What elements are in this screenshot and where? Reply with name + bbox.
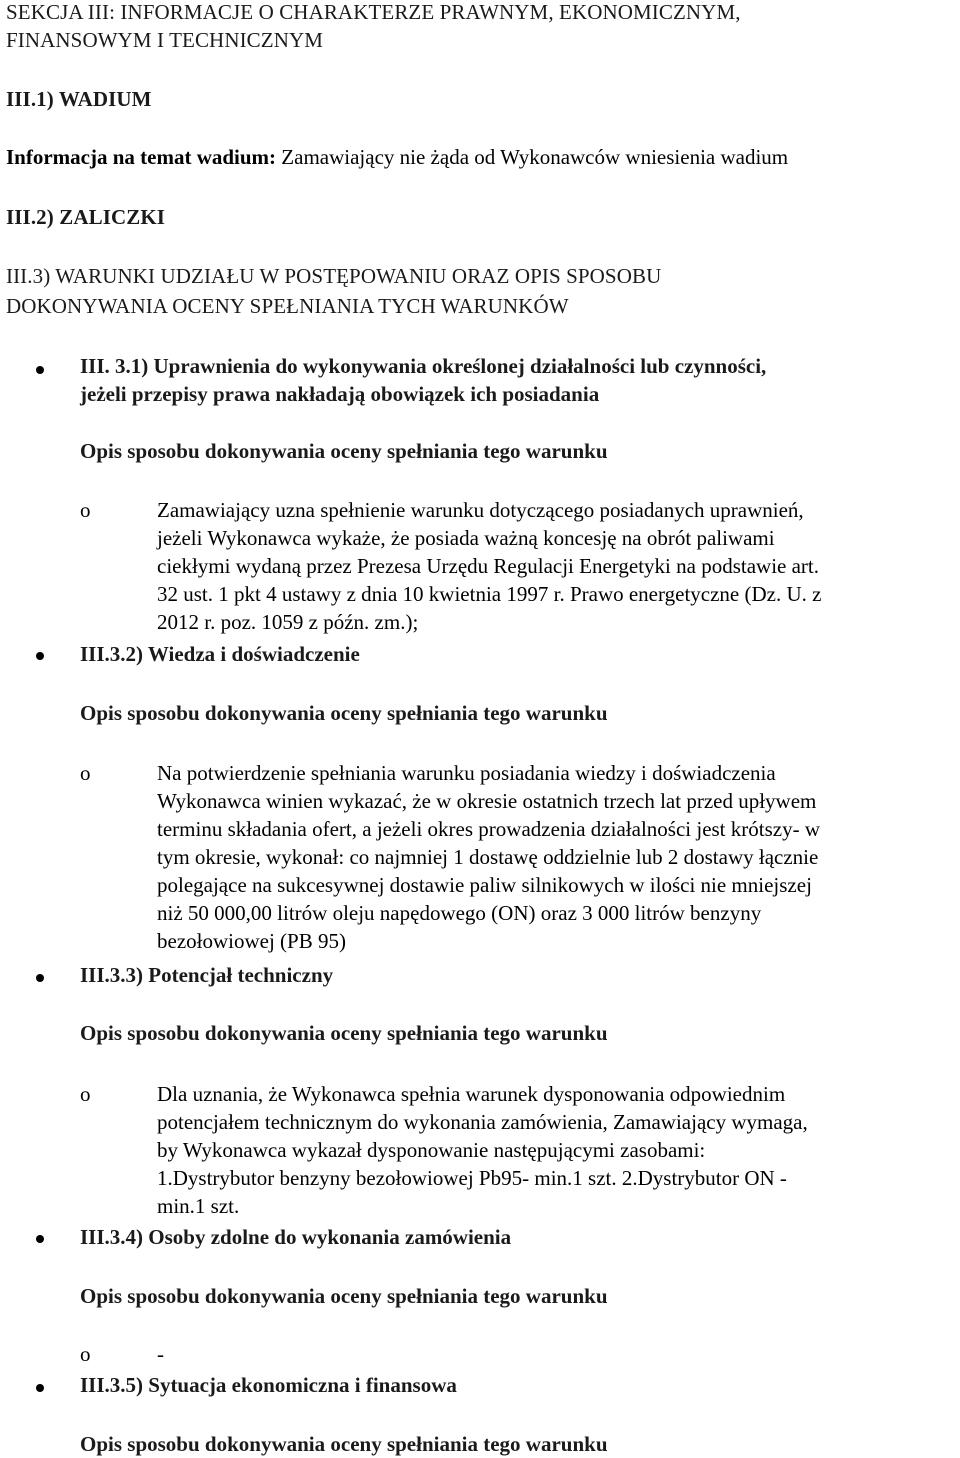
section-title-line-1: SEKCJA III: INFORMACJE O CHARAKTERZE PRAWNYM, EKONOMICZNYM, bbox=[6, 0, 741, 24]
item-3-desc-line: by Wykonawca wykazał dysponowanie następującymi zasobami: bbox=[157, 1138, 706, 1162]
item-2-desc-line: polegające na sukcesywnej dostawie paliw silnikowych w ilości nie mniejszej bbox=[157, 873, 812, 897]
item-5-title: III.3.5) Sytuacja ekonomiczna i finansowa bbox=[80, 1373, 457, 1397]
item-2-desc-line: Na potwierdzenie spełniania warunku posiadania wiedzy i doświadczenia bbox=[157, 761, 776, 785]
warunki-heading-line-1: III.3) WARUNKI UDZIAŁU W POSTĘPOWANIU ORAZ OPIS SPOSOBU bbox=[6, 264, 662, 288]
item-1-o-marker: o bbox=[80, 498, 91, 522]
item-2-opis-label: Opis sposobu dokonywania oceny spełniania tego warunku bbox=[80, 701, 608, 725]
item-3-description bbox=[157, 1080, 957, 1220]
item-1-opis-label: Opis sposobu dokonywania oceny spełniania tego warunku bbox=[80, 439, 608, 463]
item-2-desc-line: niż 50 000,00 litrów oleju napędowego (ON) oraz 3 000 litrów benzyny bbox=[157, 901, 762, 925]
item-2-o-marker: o bbox=[80, 761, 91, 785]
wadium-info-value: Zamawiający nie żąda od Wykonawców wniesienia wadium bbox=[276, 145, 789, 169]
item-1-desc-line: jeżeli Wykonawca wykaże, że posiada ważną koncesję na obrót paliwami bbox=[157, 526, 775, 550]
wadium-heading: III.1) WADIUM bbox=[6, 87, 152, 111]
item-5-opis-label: Opis sposobu dokonywania oceny spełniania tego warunku bbox=[80, 1432, 608, 1456]
item-3-opis-label: Opis sposobu dokonywania oceny spełniania tego warunku bbox=[80, 1021, 608, 1045]
wadium-info-label: Informacja na temat wadium: bbox=[6, 145, 277, 169]
item-4-title: III.3.4) Osoby zdolne do wykonania zamówienia bbox=[80, 1225, 512, 1249]
item-4-opis-label: Opis sposobu dokonywania oceny spełniania tego warunku bbox=[80, 1284, 608, 1308]
item-1-desc-line: ciekłymi wydaną przez Prezesa Urzędu Regulacji Energetyki na podstawie art. bbox=[157, 554, 820, 578]
item-1-title-line-1: III. 3.1) Uprawnienia do wykonywania określonej działalności lub czynności, bbox=[80, 354, 767, 378]
item-2-title: III.3.2) Wiedza i doświadczenie bbox=[80, 642, 360, 666]
item-1-description bbox=[157, 496, 957, 636]
item-3-title: III.3.3) Potencjał techniczny bbox=[80, 963, 334, 987]
bullet-icon bbox=[36, 1384, 44, 1392]
item-3-desc-line: 1.Dystrybutor benzyny bezołowiowej Pb95- min.1 szt. 2.Dystrybutor ON - bbox=[157, 1166, 787, 1190]
item-3-desc-line: min.1 szt. bbox=[157, 1194, 240, 1218]
item-2-description bbox=[157, 759, 957, 955]
item-2-desc-line: terminu składania ofert, a jeżeli okres prowadzenia działalności jest krótszy- w bbox=[157, 817, 820, 841]
item-1-desc-line: Zamawiający uzna spełnienie warunku dotyczącego posiadanych uprawnień, bbox=[157, 498, 804, 522]
bullet-icon bbox=[36, 652, 44, 660]
item-3-o-marker: o bbox=[80, 1082, 91, 1106]
item-4-desc-line: - bbox=[157, 1342, 164, 1366]
item-3-desc-line: Dla uznania, że Wykonawca spełnia warunek dysponowania odpowiednim bbox=[157, 1082, 786, 1106]
item-1-title-line-2: jeżeli przepisy prawa nakładają obowiązek ich posiadania bbox=[80, 382, 600, 406]
item-1-desc-line: 2012 r. poz. 1059 z późn. zm.); bbox=[157, 610, 419, 634]
item-2-desc-line: bezołowiowej (PB 95) bbox=[157, 929, 346, 953]
bullet-icon bbox=[36, 974, 44, 982]
item-2-desc-line: tym okresie, wykonał: co najmniej 1 dostawę oddzielnie lub 2 dostawy łącznie bbox=[157, 845, 819, 869]
warunki-heading-line-2: DOKONYWANIA OCENY SPEŁNIANIA TYCH WARUNKÓW bbox=[6, 294, 569, 318]
item-3-desc-line: potencjałem technicznym do wykonania zamówienia, Zamawiający wymaga, bbox=[157, 1110, 808, 1134]
item-4-description bbox=[157, 1340, 957, 1368]
item-4-o-marker: o bbox=[80, 1342, 91, 1366]
zaliczki-heading: III.2) ZALICZKI bbox=[6, 205, 166, 229]
wadium-info bbox=[6, 143, 788, 171]
bullet-icon bbox=[36, 366, 44, 374]
item-2-desc-line: Wykonawca winien wykazać, że w okresie ostatnich trzech lat przed upływem bbox=[157, 789, 817, 813]
bullet-icon bbox=[36, 1235, 44, 1243]
section-title-line-2: FINANSOWYM I TECHNICZNYM bbox=[6, 28, 324, 52]
item-1-desc-line: 32 ust. 1 pkt 4 ustawy z dnia 10 kwietnia 1997 r. Prawo energetyczne (Dz. U. z bbox=[157, 582, 822, 606]
